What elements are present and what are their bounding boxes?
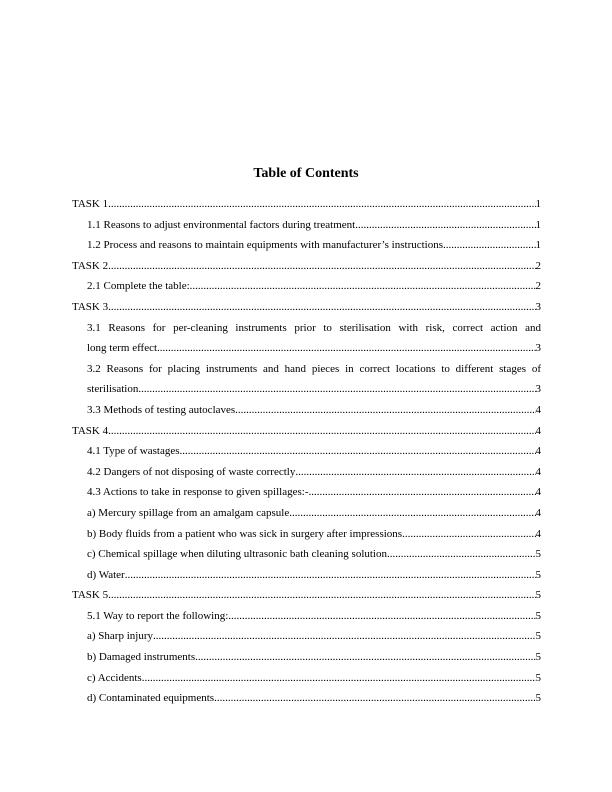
leader-dots — [190, 276, 536, 297]
toc-entry-4-2[interactable] — [72, 462, 541, 483]
toc-page-number: 2 — [535, 259, 541, 272]
toc-entry-task-1[interactable] — [72, 194, 541, 215]
toc-page-number: 5 — [535, 548, 541, 561]
toc-entry-label-line-2: long term effect — [87, 342, 158, 355]
leader-dots — [402, 524, 535, 545]
toc-entry-1-2[interactable] — [72, 235, 541, 256]
leader-dots — [108, 256, 535, 277]
toc-entry-5-1-c[interactable] — [72, 668, 541, 689]
toc-title: Table of Contents — [253, 166, 359, 181]
toc-entry-4-3-d[interactable] — [72, 565, 541, 586]
toc-entry-label-line-1: 3.2 Reasons for placing instruments and hand pieces in correct locations to different stages of — [87, 362, 541, 375]
leader-dots — [289, 503, 535, 524]
toc-page-number: 4 — [535, 506, 541, 519]
leader-dots — [142, 668, 536, 689]
leader-dots — [443, 235, 535, 256]
leader-dots — [355, 215, 535, 236]
leader-dots — [235, 400, 535, 421]
toc-entry-label: c) Accidents — [87, 671, 142, 684]
toc-entry-task-3[interactable] — [72, 297, 541, 318]
toc-entry-3-3[interactable] — [72, 400, 541, 421]
toc-page-number: 5 — [535, 589, 541, 602]
leader-dots — [180, 441, 536, 462]
toc-entry-4-3[interactable] — [72, 482, 541, 503]
toc-page-number: 1 — [535, 218, 541, 231]
toc-entry-1-1[interactable] — [72, 215, 541, 236]
toc-entry-label: b) Body fluids from a patient who was sick in surgery after impressions — [87, 527, 403, 540]
toc-page-number: 4 — [535, 486, 541, 499]
toc-entry-5-1-b[interactable] — [72, 647, 541, 668]
toc-page-number: 4 — [535, 403, 541, 416]
leader-dots — [157, 338, 535, 359]
leader-dots — [309, 482, 536, 503]
toc-entry-4-1[interactable] — [72, 441, 541, 462]
toc-entry-task-4[interactable] — [72, 421, 541, 442]
toc-page-number: 5 — [535, 568, 541, 581]
toc-entry-label: 3.3 Methods of testing autoclaves — [87, 403, 236, 416]
toc-entry-label: TASK 3 — [72, 300, 109, 313]
toc-page-number: 5 — [535, 692, 541, 705]
toc-page-number: 1 — [535, 239, 541, 252]
toc-entry-label: TASK 4 — [72, 424, 109, 437]
toc-entry-label: 5.1 Way to report the following: — [87, 609, 229, 622]
table-of-contents — [72, 194, 541, 709]
toc-entry-label: 1.1 Reasons to adjust environmental factors during treatment — [87, 218, 356, 231]
toc-page-number: 3 — [535, 383, 541, 396]
leader-dots — [387, 544, 536, 565]
leader-dots — [195, 647, 535, 668]
toc-entry-task-5[interactable] — [72, 585, 541, 606]
toc-entry-5-1[interactable] — [72, 606, 541, 627]
toc-entry-label: d) Contaminated equipments — [87, 692, 215, 705]
toc-entry-label: 4.2 Dangers of not disposing of waste correctly — [87, 465, 296, 478]
leader-dots — [108, 194, 535, 215]
toc-entry-4-3-b[interactable] — [72, 524, 541, 545]
toc-page-number: 4 — [535, 424, 541, 437]
toc-entry-label: b) Damaged instruments — [87, 651, 196, 664]
toc-entry-label: 4.3 Actions to take in response to given spillages:- — [87, 486, 309, 499]
toc-entry-label: 2.1 Complete the table: — [87, 280, 190, 293]
toc-page-number: 1 — [535, 198, 541, 210]
toc-entry-label: 1.2 Process and reasons to maintain equipments with manufacturer’s instructions — [87, 239, 444, 252]
toc-entry-5-1-a[interactable] — [72, 626, 541, 647]
toc-entry-label: d) Water — [87, 568, 125, 581]
toc-page-number: 5 — [535, 630, 541, 643]
leader-dots — [228, 606, 535, 627]
toc-entry-label: a) Sharp injury — [87, 630, 153, 643]
leader-dots — [138, 379, 535, 400]
toc-page-number: 3 — [535, 300, 541, 313]
toc-entry-5-1-d[interactable] — [72, 688, 541, 709]
toc-page-number: 5 — [535, 651, 541, 664]
leader-dots — [108, 421, 535, 442]
leader-dots — [295, 462, 535, 483]
leader-dots — [153, 626, 536, 647]
toc-entry-label: TASK 5 — [72, 589, 109, 602]
toc-entry-label: TASK 2 — [72, 259, 109, 272]
toc-entry-label: TASK 1 — [72, 198, 109, 210]
toc-entry-2-1[interactable] — [72, 276, 541, 297]
leader-dots — [108, 297, 535, 318]
toc-entry-3-2[interactable] — [72, 359, 541, 400]
toc-page-number: 4 — [535, 527, 541, 540]
toc-entry-label: a) Mercury spillage from an amalgam capsule — [87, 506, 290, 519]
toc-page-number: 4 — [535, 465, 541, 478]
toc-entry-label-line-2: sterilisation — [87, 383, 139, 396]
toc-entry-continuation — [87, 338, 541, 359]
toc-entry-4-3-c[interactable] — [72, 544, 541, 565]
toc-entry-label: c) Chemical spillage when diluting ultrasonic bath cleaning solution — [87, 548, 387, 561]
toc-entry-task-2[interactable] — [72, 256, 541, 277]
toc-entry-label-line-1: 3.1 Reasons for per-cleaning instruments prior to sterilisation with risk, correct action and — [87, 321, 541, 334]
leader-dots — [108, 585, 535, 606]
leader-dots — [214, 688, 535, 709]
toc-page-number: 5 — [535, 609, 541, 622]
toc-page-number: 3 — [535, 342, 541, 355]
toc-entry-continuation — [87, 379, 541, 400]
toc-entry-label: 4.1 Type of wastages — [87, 445, 180, 458]
leader-dots — [125, 565, 536, 586]
toc-page-number: 2 — [535, 280, 541, 293]
toc-page-number: 4 — [535, 445, 541, 458]
toc-page-number: 5 — [535, 671, 541, 684]
toc-entry-3-1[interactable] — [72, 318, 541, 359]
toc-entry-4-3-a[interactable] — [72, 503, 541, 524]
